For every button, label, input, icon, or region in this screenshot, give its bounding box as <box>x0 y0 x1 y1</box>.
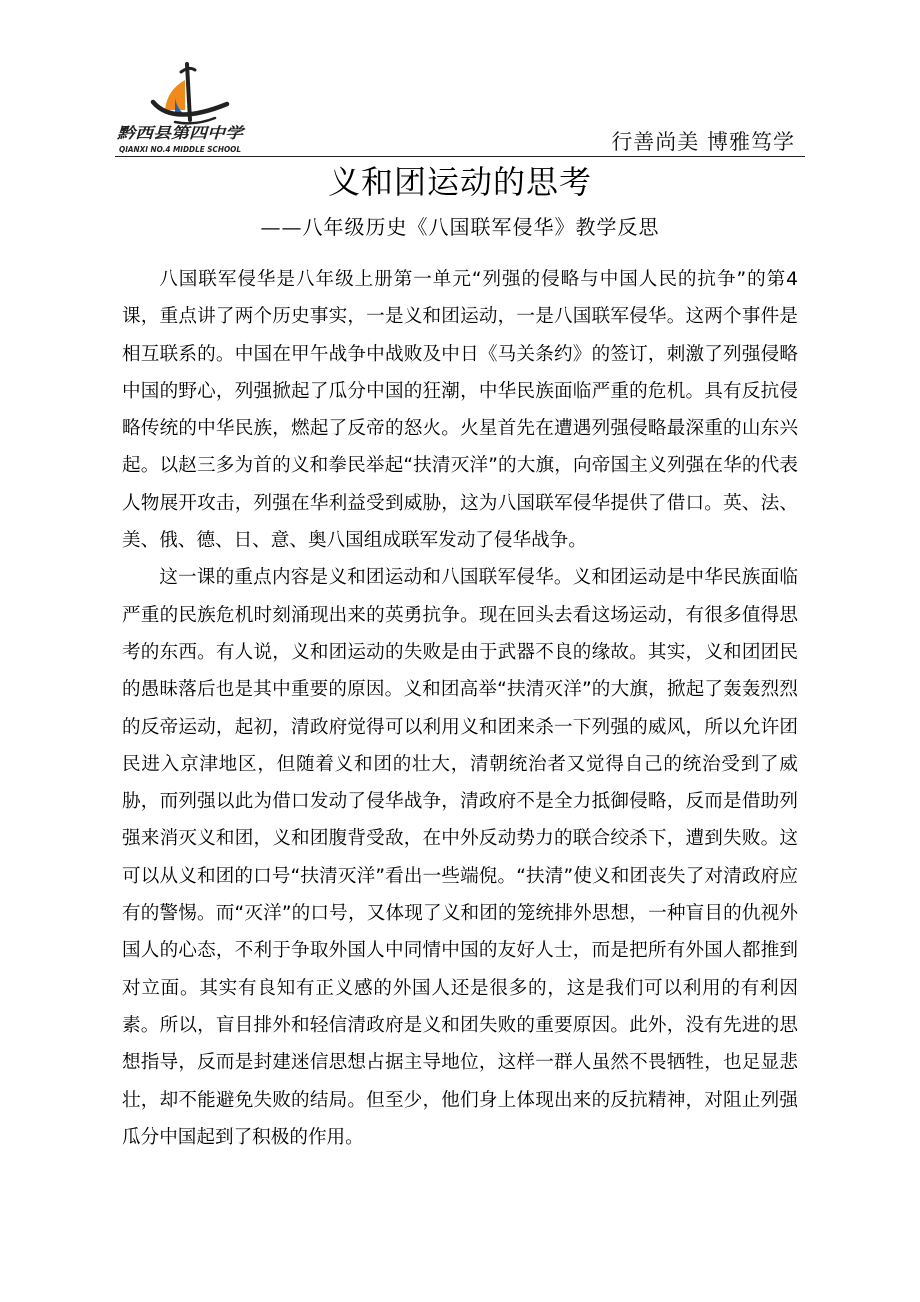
document-subtitle: ——八年级历史《八国联军侵华》教学反思 <box>260 215 660 239</box>
school-name-en: QIANXI NO.4 MIDDLE SCHOOL <box>119 145 241 154</box>
paragraph: 八国联军侵华是八年级上册第一单元“列强的侵略与中国人民的抗争”的第4课，重点讲了两个历史事实，一是义和团运动，一是八国联军侵华。这两个事件是相互联系的。中国在甲午战争中战败及中日《马关条约》的签订，刺激了列强侵略中国的野心，列强掀起了瓜分中国的狂潮，中华民族面临严重的危机。具有反抗侵略传统的中华民族，燃起了反帝的怒火。火星首先在遭遇列强侵略最深重的山东兴起。以赵三多为首的义和拳民举起“扶清灭洋”的大旗，向帝国主义列强在华的代表人物展开攻击，列强在华利益受到威胁，这为八国联军侵华提供了借口。英、法、美、俄、德、日、意、奥八国组成联军发动了侵华战争。 <box>122 269 798 552</box>
sailboat-logo-icon <box>115 60 255 155</box>
school-name-cn: 黔西县第四中学 <box>115 124 247 142</box>
page-header <box>115 60 805 160</box>
paragraph: 这一课的重点内容是义和团运动和八国联军侵华。义和团运动是中华民族面临严重的民族危机时刻涌现出来的英勇抗争。现在回头去看这场运动，有很多值得思考的东西。有人说，义和团运动的失败是由于武器不良的缘故。其实，义和团团民的愚昧落后也是其中重要的原因。义和团高举“扶清灭洋”的大旗，掀起了轰轰烈烈的反帝运动，起初，清政府觉得可以利用义和团来杀一下列强的威风，所以允许团民进入京津地区，但随着义和团的壮大，清朝统治者又觉得自己的统治受到了威胁，而列强以此为借口发动了侵华战争，清政府不是全力抵御侵略，反而是借助列强来消灭义和团，义和团腹背受敌，在中外反动势力的联合绞杀下，遭到失败。这可以从义和团的口号“扶清灭洋”看出一些端倪。“扶清”使义和团丧失了对清政府应有的警惕。而“灭洋”的口号，又体现了义和团的笼统排外思想，一种盲目的仇视外国人的心态，不利于争取外国人中同情中国的友好人士，而是把所有外国人都推到对立面。其实有良知有正义感的外国人还是很多的，这是我们可以利用的有利因素。所以，盲目排外和轻信清政府是义和团失败的重要原因。此外，没有先进的思想指导，反而是封建迷信思想占据主导地位，这样一群人虽然不畏牺牲，也足显悲壮，却不能避免失败的结局。但至少，他们身上体现出来的反抗精神，对阻止列强瓜分中国起到了积极的作用。 <box>122 567 798 1148</box>
school-motto: 行善尚美 博雅笃学 <box>611 130 795 154</box>
document-body <box>122 261 798 1156</box>
header-divider <box>115 156 805 157</box>
school-logo <box>115 60 255 155</box>
document-title: 义和团运动的思考 <box>327 163 592 201</box>
